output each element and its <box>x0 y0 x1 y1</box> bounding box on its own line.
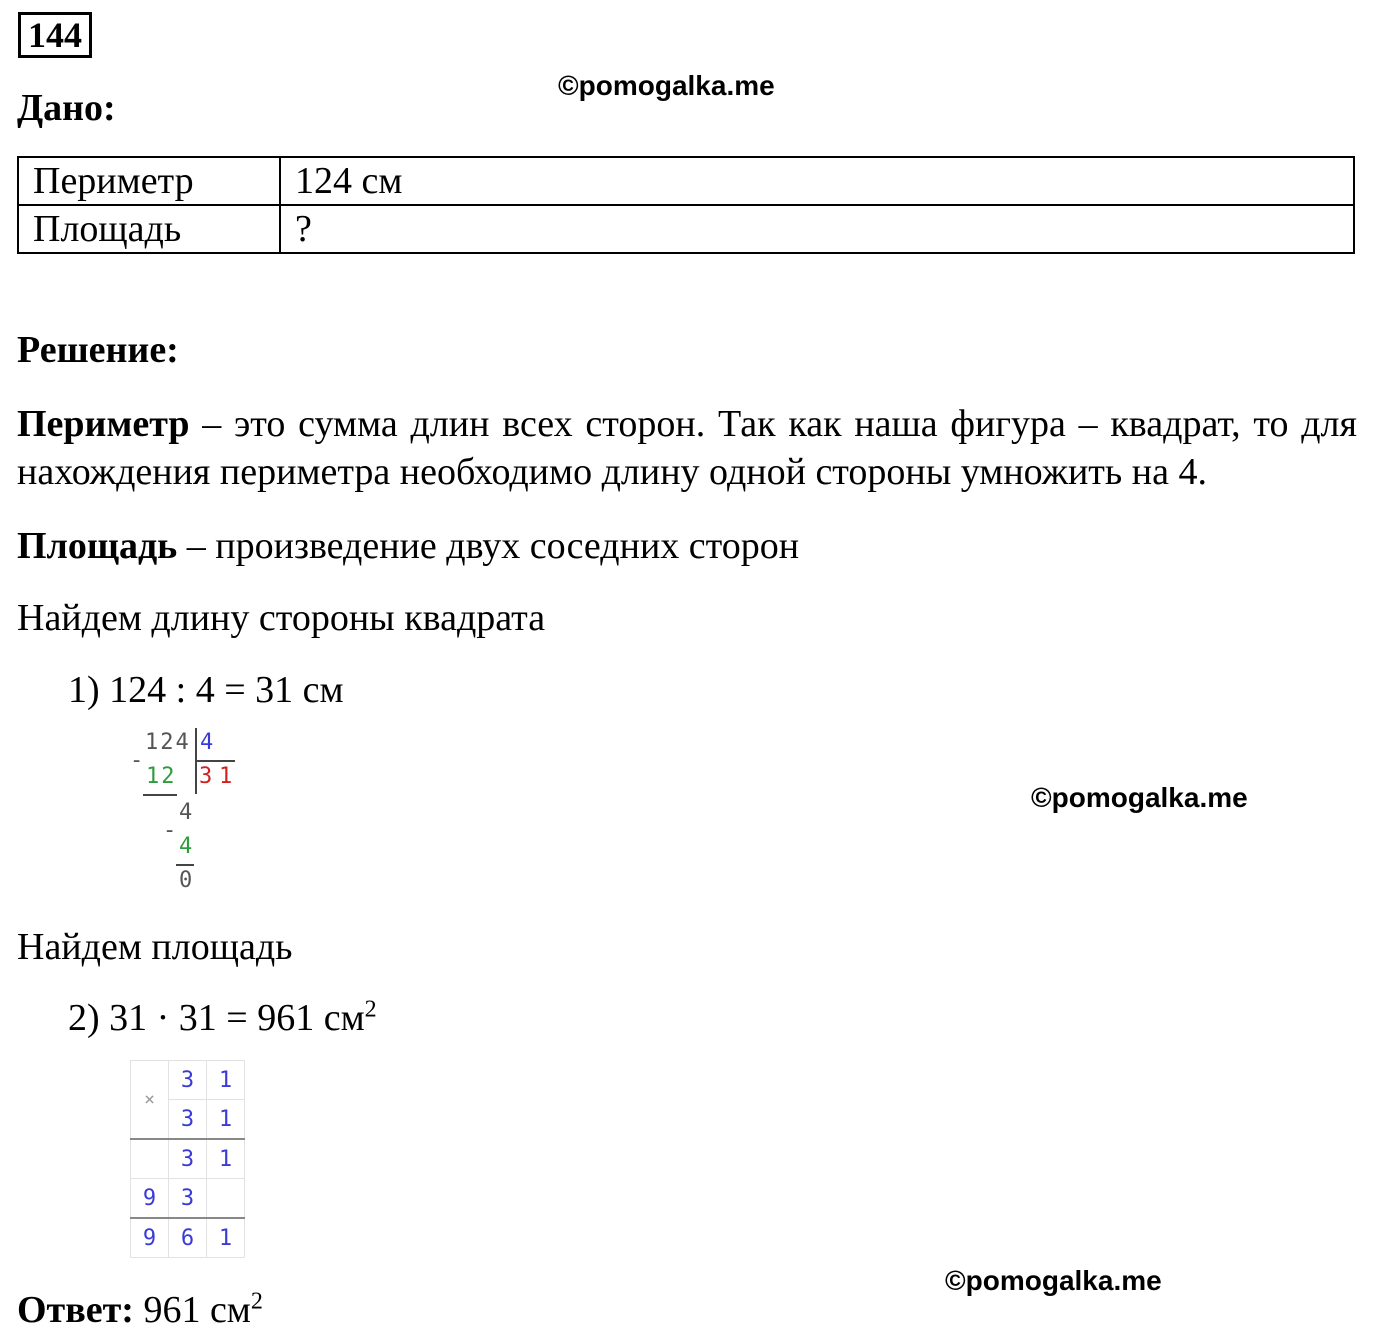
task-number: 144 <box>18 12 92 58</box>
multiplication-grid <box>130 1060 245 1258</box>
grid-cell: 3 <box>169 1100 207 1140</box>
grid-cell: 3 <box>169 1061 207 1100</box>
given-table <box>17 156 1355 254</box>
grid-cell: 9 <box>131 1179 169 1219</box>
find-area-text: Найдем площадь <box>17 926 293 968</box>
division-result: 0 <box>179 868 193 893</box>
watermark-top: ©pomogalka.me <box>558 70 775 101</box>
step-1: 1) 124 : 4 = 31 см <box>68 669 344 711</box>
given-label-area: Площадь <box>18 205 280 253</box>
division-divisor: 4 <box>200 730 214 755</box>
table-row <box>18 157 1354 205</box>
division-subtrahend-2: 4 <box>179 834 193 859</box>
step-2-superscript: 2 <box>364 996 377 1023</box>
table-row <box>131 1179 245 1219</box>
area-definition <box>17 522 1357 570</box>
answer-superscript: 2 <box>250 1288 263 1315</box>
division-dividend: 124 <box>145 730 191 755</box>
division-remainder-1: 4 <box>179 800 193 825</box>
grid-cell <box>131 1139 169 1179</box>
given-value-perimeter: 124 см <box>280 157 1354 205</box>
watermark-bottom: ©pomogalka.me <box>945 1265 1162 1296</box>
division-subtrahend-1: 12 <box>146 764 177 789</box>
area-text: – произведение двух соседних сторон <box>177 525 800 567</box>
division-minus-2: - <box>163 818 177 843</box>
division-quotient-digit-2: 1 <box>219 764 233 789</box>
grid-cell: 1 <box>207 1061 245 1100</box>
perimeter-text: – это сумма длин всех сторон. Так как наша фигура – квадрат, то для нахождения периметра необходимо длину одной стороны умножить на 4. <box>17 403 1357 493</box>
division-rule-1 <box>143 794 177 796</box>
grid-cell: 1 <box>207 1139 245 1179</box>
given-value-area: ? <box>280 205 1354 253</box>
multiplication-sign: × <box>131 1061 169 1140</box>
area-term: Площадь <box>17 525 178 567</box>
table-row <box>18 205 1354 253</box>
answer <box>17 1288 263 1332</box>
grid-cell <box>207 1179 245 1219</box>
perimeter-term: Периметр <box>17 403 190 445</box>
division-rule-2 <box>176 864 194 866</box>
grid-cell: 9 <box>131 1218 169 1258</box>
grid-cell: 1 <box>207 1100 245 1140</box>
table-row <box>131 1139 245 1179</box>
step-2 <box>68 996 377 1040</box>
division-minus-1: - <box>130 748 144 773</box>
grid-cell: 3 <box>169 1139 207 1179</box>
perimeter-definition <box>17 400 1357 496</box>
watermark-middle: ©pomogalka.me <box>1031 782 1248 813</box>
table-row <box>131 1218 245 1258</box>
find-side-text: Найдем длину стороны квадрата <box>17 597 546 639</box>
given-label-perimeter: Периметр <box>18 157 280 205</box>
solution-heading: Решение: <box>17 329 179 371</box>
grid-cell: 6 <box>169 1218 207 1258</box>
table-row <box>131 1061 245 1100</box>
answer-value: 961 см <box>133 1289 251 1331</box>
given-heading: Дано: <box>17 87 116 129</box>
division-quotient-rule <box>195 760 235 762</box>
answer-label: Ответ: <box>17 1289 134 1331</box>
division-quotient-digit-1: 3 <box>199 764 213 789</box>
step-2-text: 2) 31 · 31 = 961 см <box>68 997 365 1039</box>
grid-cell: 3 <box>169 1179 207 1219</box>
grid-cell: 1 <box>207 1218 245 1258</box>
